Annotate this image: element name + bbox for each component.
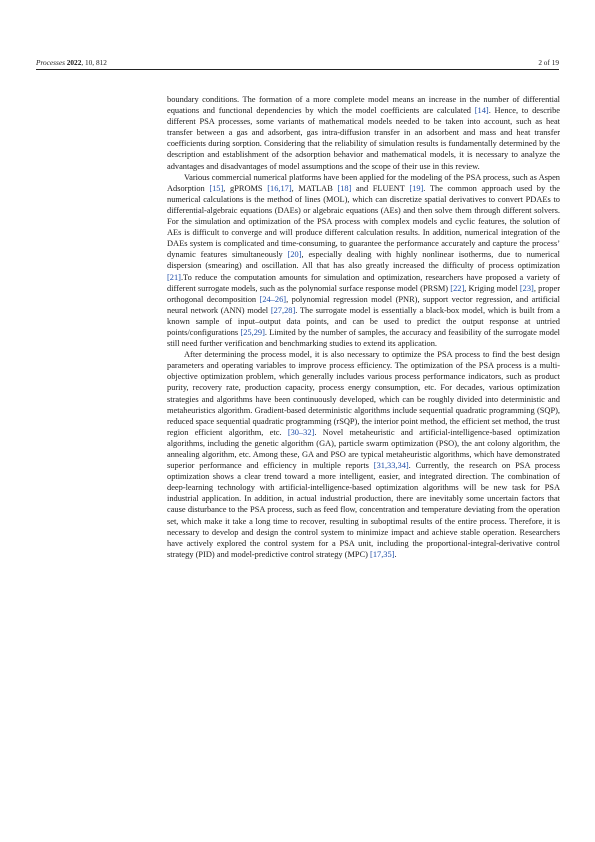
body-text-run: Various commercial numerical platforms have been applied for the modeling of the PSA process, such as Aspen Adsorption [167,172,560,193]
paragraph [167,172,560,350]
body-text-run: .To reduce the computation amounts for simulation and optimization, researchers have proposed a variety of different surrogate models, such as the polynomial surface response model (PRSM) [167,272,560,293]
citation-link[interactable]: [14] [474,106,489,116]
body-text-run: . Novel metaheuristic and artificial-intelligence-based optimization algorithms, including the genetic algorithm (GA), particle swarm optimization (PSO), the ant colony algorithm, the annealing algorithm, etc. Among these, GA and PSO are typical metaheuristic algorithms, which have demonstrated superior performance and efficiency in multiple reports [167,427,560,471]
body-text-run: , gPROMS [223,183,268,193]
citation-link[interactable]: [22] [450,283,465,293]
article-body [167,94,560,560]
body-text-run: boundary conditions. The formation of a more complete model means an increase in the number of differential equations and functional dependencies by which the model coefficients are calculated [167,95,560,116]
citation-link[interactable]: [15] [209,183,224,193]
body-text-run: After determining the process model, it is also necessary to optimize the PSA process to find the best design parameters and operating variables to improve process efficiency. The optimization of the PSA process is a multi-objective optimization problem, which generally includes various process performance indicators, such as product purity, recovery rate, production capacity, process energy consumption, etc. For decades, various optimization strategies and algorithms have been continuously developed, which can be roughly divided into deterministic and metaheuristics algorithm. Gradient-based deterministic algorithms include sequential quadratic programming (SQP), reduced space sequential quadratic programming (rSQP), the interior point method, the efficient set method, the trust region efficient algorithm, etc. [167,350,560,437]
body-text-run: . Hence, to describe different PSA processes, some variants of mathematical models needed to be taken into account, such as heat transfer between a gas and adsorbent, gas intra-diffusion transfer in an adsorbent and mass and heat transfer coefficients during sorption. Considering that the reliability of simulation results is fundamentally determined by the description and establishment of the adsorption behavior and mathematical models, it is necessary to analyze the advantages and disadvantages of model assumptions and the scope of their use in this review. [167,106,560,171]
paragraph [167,349,560,560]
citation-link[interactable]: [30–32] [287,427,315,437]
body-text-run: , MATLAB [291,183,338,193]
body-text-run: , especially dealing with highly nonlinear isotherms, due to numerical dispersion (smearing) and oscillation. All that has also greatly increased the difficulty of process optimization [167,250,560,271]
page-number: 2 of 19 [538,58,559,67]
body-text-run: , proper orthogonal decomposition [167,283,560,304]
body-text-run: . The common approach used by the numerical calculations is the method of lines (MOL), which can discretize spatial derivatives to convert PDAEs to differential-algebraic equations (DAEs) or algebraic equations (AEs) and then solve them through different solvers. For the simulation and optimization of the PSA process with complex models and cyclic features, the solution of AEs is difficult to converge and will produce different calculation results. In addition, numerical integration of the DAEs system is complicated and time-consuming, to guarantee the performance accurately and capture the process’ dynamic features simultaneously [167,183,561,260]
citation-link[interactable]: [25,29] [240,327,265,337]
body-text-run: , Kriging model [464,283,520,293]
body-text-run: . [394,549,397,559]
volume-and-article: , 10, 812 [81,58,107,67]
citation-link[interactable]: [21] [167,272,181,282]
citation-link[interactable]: [31,33,34] [373,461,409,471]
body-text-run: . The surrogate model is essentially a black-box model, which is built from a known sample of input–output data points, and can be used to predict the output response at untried points/configurations [167,305,560,337]
journal-year: 2022 [66,58,82,67]
citation-link[interactable]: [24–26] [259,294,287,304]
body-text-run: . Currently, the research on PSA process optimization shows a clear trend toward a more intelligent, easier, and integrated direction. The combination of deep-learning technology with artificial-intelligence-based optimization algorithms will be new task for PSA industrial application. In addition, in actual industrial production, there are inevitably some uncertain factors that cause disturbance to the PSA process, such as feed flow, concentration and temperature deviating from the operation set, which make it take a long time to recover, resulting in suboptimal results of the entire process. Therefore, it is necessary to develop and design the control system to minimize impact and achieve stable operation. Researchers have actively explored the control system for a PSA unit, including the proportional-integral-derivative control strategy (PID) and model-predictive control strategy (MPC) [167,461,560,559]
citation-link[interactable]: [23] [519,283,534,293]
citation-link[interactable]: [18] [337,183,352,193]
citation-link[interactable]: [27,28] [270,305,296,315]
header-divider [36,69,559,70]
citation-link[interactable]: [19] [409,183,424,193]
journal-name: Processes [36,58,65,67]
citation-link[interactable]: [20] [287,250,302,260]
body-text-run: . Limited by the number of samples, the accuracy and feasibility of the surrogate model still need further verification and benchmarking studies to extend its application. [167,327,561,349]
body-text-run: and FLUENT [351,183,410,193]
citation-link[interactable]: [16,17] [267,183,292,193]
journal-citation [36,58,107,67]
body-text-run: , polynomial regression model (PNR), support vector regression, and artificial neural network (ANN) model [167,294,560,315]
citation-link[interactable]: [17,35] [370,549,395,559]
paragraph [167,94,560,172]
